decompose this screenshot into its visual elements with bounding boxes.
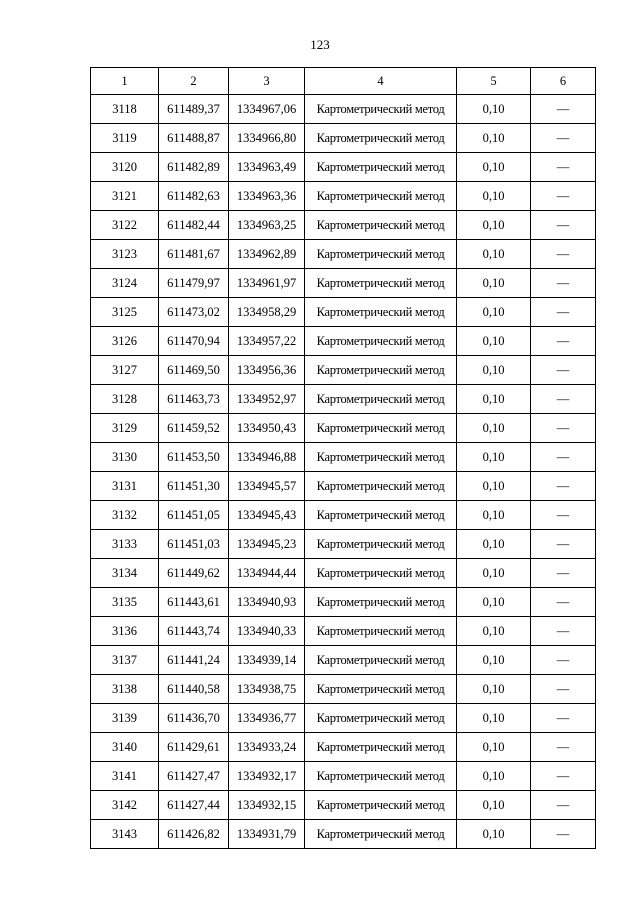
x-coordinate-cell: 611436,70 <box>159 704 229 733</box>
x-coordinate-cell: 611451,05 <box>159 501 229 530</box>
note-cell: — <box>531 124 596 153</box>
method-cell: Картометрический метод <box>305 762 457 791</box>
table-row <box>91 327 596 356</box>
x-coordinate-cell: 611488,87 <box>159 124 229 153</box>
column-header-6: 6 <box>531 68 596 95</box>
y-coordinate-cell: 1334936,77 <box>229 704 305 733</box>
point-number-cell: 3120 <box>91 153 159 182</box>
method-cell: Картометрический метод <box>305 327 457 356</box>
x-coordinate-cell: 611427,47 <box>159 762 229 791</box>
column-header-2: 2 <box>159 68 229 95</box>
table-row <box>91 820 596 849</box>
accuracy-cell: 0,10 <box>457 327 531 356</box>
point-number-cell: 3143 <box>91 820 159 849</box>
accuracy-cell: 0,10 <box>457 472 531 501</box>
table-row <box>91 240 596 269</box>
note-cell: — <box>531 791 596 820</box>
x-coordinate-cell: 611489,37 <box>159 95 229 124</box>
accuracy-cell: 0,10 <box>457 646 531 675</box>
table-row <box>91 704 596 733</box>
note-cell: — <box>531 182 596 211</box>
accuracy-cell: 0,10 <box>457 791 531 820</box>
table-row <box>91 675 596 704</box>
accuracy-cell: 0,10 <box>457 617 531 646</box>
note-cell: — <box>531 472 596 501</box>
method-cell: Картометрический метод <box>305 530 457 559</box>
accuracy-cell: 0,10 <box>457 124 531 153</box>
point-number-cell: 3141 <box>91 762 159 791</box>
table-row <box>91 791 596 820</box>
x-coordinate-cell: 611479,97 <box>159 269 229 298</box>
point-number-cell: 3133 <box>91 530 159 559</box>
x-coordinate-cell: 611482,63 <box>159 182 229 211</box>
note-cell: — <box>531 530 596 559</box>
note-cell: — <box>531 704 596 733</box>
x-coordinate-cell: 611441,24 <box>159 646 229 675</box>
note-cell: — <box>531 501 596 530</box>
table-row <box>91 443 596 472</box>
y-coordinate-cell: 1334945,43 <box>229 501 305 530</box>
x-coordinate-cell: 611451,03 <box>159 530 229 559</box>
point-number-cell: 3123 <box>91 240 159 269</box>
note-cell: — <box>531 298 596 327</box>
x-coordinate-cell: 611427,44 <box>159 791 229 820</box>
accuracy-cell: 0,10 <box>457 704 531 733</box>
table-row <box>91 530 596 559</box>
method-cell: Картометрический метод <box>305 182 457 211</box>
point-number-cell: 3137 <box>91 646 159 675</box>
note-cell: — <box>531 617 596 646</box>
y-coordinate-cell: 1334957,22 <box>229 327 305 356</box>
accuracy-cell: 0,10 <box>457 733 531 762</box>
y-coordinate-cell: 1334946,88 <box>229 443 305 472</box>
note-cell: — <box>531 646 596 675</box>
method-cell: Картометрический метод <box>305 675 457 704</box>
note-cell: — <box>531 733 596 762</box>
point-number-cell: 3139 <box>91 704 159 733</box>
accuracy-cell: 0,10 <box>457 356 531 385</box>
y-coordinate-cell: 1334967,06 <box>229 95 305 124</box>
x-coordinate-cell: 611470,94 <box>159 327 229 356</box>
point-number-cell: 3135 <box>91 588 159 617</box>
note-cell: — <box>531 762 596 791</box>
table-row <box>91 211 596 240</box>
accuracy-cell: 0,10 <box>457 675 531 704</box>
y-coordinate-cell: 1334956,36 <box>229 356 305 385</box>
column-header-4: 4 <box>305 68 457 95</box>
y-coordinate-cell: 1334940,93 <box>229 588 305 617</box>
y-coordinate-cell: 1334966,80 <box>229 124 305 153</box>
method-cell: Картометрический метод <box>305 704 457 733</box>
note-cell: — <box>531 588 596 617</box>
x-coordinate-cell: 611449,62 <box>159 559 229 588</box>
accuracy-cell: 0,10 <box>457 182 531 211</box>
method-cell: Картометрический метод <box>305 588 457 617</box>
point-number-cell: 3129 <box>91 414 159 443</box>
y-coordinate-cell: 1334958,29 <box>229 298 305 327</box>
y-coordinate-cell: 1334932,17 <box>229 762 305 791</box>
y-coordinate-cell: 1334945,23 <box>229 530 305 559</box>
note-cell: — <box>531 820 596 849</box>
table-row <box>91 95 596 124</box>
accuracy-cell: 0,10 <box>457 530 531 559</box>
y-coordinate-cell: 1334938,75 <box>229 675 305 704</box>
accuracy-cell: 0,10 <box>457 153 531 182</box>
method-cell: Картометрический метод <box>305 269 457 298</box>
point-number-cell: 3136 <box>91 617 159 646</box>
y-coordinate-cell: 1334961,97 <box>229 269 305 298</box>
y-coordinate-cell: 1334963,25 <box>229 211 305 240</box>
point-number-cell: 3142 <box>91 791 159 820</box>
method-cell: Картометрический метод <box>305 298 457 327</box>
table-row <box>91 298 596 327</box>
y-coordinate-cell: 1334931,79 <box>229 820 305 849</box>
point-number-cell: 3138 <box>91 675 159 704</box>
point-number-cell: 3131 <box>91 472 159 501</box>
note-cell: — <box>531 414 596 443</box>
y-coordinate-cell: 1334963,49 <box>229 153 305 182</box>
x-coordinate-cell: 611453,50 <box>159 443 229 472</box>
method-cell: Картометрический метод <box>305 153 457 182</box>
note-cell: — <box>531 269 596 298</box>
header-row <box>91 68 596 95</box>
accuracy-cell: 0,10 <box>457 269 531 298</box>
table-row <box>91 501 596 530</box>
point-number-cell: 3140 <box>91 733 159 762</box>
table-row <box>91 269 596 298</box>
method-cell: Картометрический метод <box>305 443 457 472</box>
y-coordinate-cell: 1334945,57 <box>229 472 305 501</box>
point-number-cell: 3121 <box>91 182 159 211</box>
method-cell: Картометрический метод <box>305 472 457 501</box>
method-cell: Картометрический метод <box>305 414 457 443</box>
method-cell: Картометрический метод <box>305 240 457 269</box>
accuracy-cell: 0,10 <box>457 414 531 443</box>
accuracy-cell: 0,10 <box>457 95 531 124</box>
table-row <box>91 153 596 182</box>
x-coordinate-cell: 611443,74 <box>159 617 229 646</box>
column-header-3: 3 <box>229 68 305 95</box>
point-number-cell: 3127 <box>91 356 159 385</box>
method-cell: Картометрический метод <box>305 617 457 646</box>
x-coordinate-cell: 611440,58 <box>159 675 229 704</box>
method-cell: Картометрический метод <box>305 559 457 588</box>
method-cell: Картометрический метод <box>305 211 457 240</box>
note-cell: — <box>531 443 596 472</box>
table-row <box>91 124 596 153</box>
column-header-5: 5 <box>457 68 531 95</box>
point-number-cell: 3134 <box>91 559 159 588</box>
accuracy-cell: 0,10 <box>457 559 531 588</box>
point-number-cell: 3130 <box>91 443 159 472</box>
method-cell: Картометрический метод <box>305 733 457 762</box>
x-coordinate-cell: 611451,30 <box>159 472 229 501</box>
y-coordinate-cell: 1334962,89 <box>229 240 305 269</box>
x-coordinate-cell: 611469,50 <box>159 356 229 385</box>
table-row <box>91 733 596 762</box>
y-coordinate-cell: 1334933,24 <box>229 733 305 762</box>
table-row <box>91 414 596 443</box>
note-cell: — <box>531 385 596 414</box>
method-cell: Картометрический метод <box>305 646 457 675</box>
accuracy-cell: 0,10 <box>457 240 531 269</box>
y-coordinate-cell: 1334939,14 <box>229 646 305 675</box>
point-number-cell: 3126 <box>91 327 159 356</box>
accuracy-cell: 0,10 <box>457 588 531 617</box>
y-coordinate-cell: 1334952,97 <box>229 385 305 414</box>
table-row <box>91 385 596 414</box>
page-number: 123 <box>310 37 330 52</box>
note-cell: — <box>531 327 596 356</box>
table-row <box>91 762 596 791</box>
y-coordinate-cell: 1334932,15 <box>229 791 305 820</box>
point-number-cell: 3132 <box>91 501 159 530</box>
accuracy-cell: 0,10 <box>457 820 531 849</box>
x-coordinate-cell: 611473,02 <box>159 298 229 327</box>
column-header-1: 1 <box>91 68 159 95</box>
x-coordinate-cell: 611426,82 <box>159 820 229 849</box>
note-cell: — <box>531 211 596 240</box>
method-cell: Картометрический метод <box>305 356 457 385</box>
note-cell: — <box>531 559 596 588</box>
y-coordinate-cell: 1334944,44 <box>229 559 305 588</box>
point-number-cell: 3119 <box>91 124 159 153</box>
table-row <box>91 588 596 617</box>
table-header <box>91 68 596 95</box>
point-number-cell: 3118 <box>91 95 159 124</box>
note-cell: — <box>531 240 596 269</box>
accuracy-cell: 0,10 <box>457 762 531 791</box>
method-cell: Картометрический метод <box>305 820 457 849</box>
accuracy-cell: 0,10 <box>457 385 531 414</box>
x-coordinate-cell: 611482,44 <box>159 211 229 240</box>
y-coordinate-cell: 1334950,43 <box>229 414 305 443</box>
table-row <box>91 559 596 588</box>
method-cell: Картометрический метод <box>305 95 457 124</box>
accuracy-cell: 0,10 <box>457 443 531 472</box>
point-number-cell: 3128 <box>91 385 159 414</box>
method-cell: Картометрический метод <box>305 791 457 820</box>
x-coordinate-cell: 611463,73 <box>159 385 229 414</box>
y-coordinate-cell: 1334940,33 <box>229 617 305 646</box>
y-coordinate-cell: 1334963,36 <box>229 182 305 211</box>
x-coordinate-cell: 611481,67 <box>159 240 229 269</box>
coordinates-table <box>90 67 596 849</box>
accuracy-cell: 0,10 <box>457 501 531 530</box>
method-cell: Картометрический метод <box>305 501 457 530</box>
x-coordinate-cell: 611429,61 <box>159 733 229 762</box>
table-row <box>91 182 596 211</box>
note-cell: — <box>531 675 596 704</box>
note-cell: — <box>531 356 596 385</box>
table-body <box>91 95 596 849</box>
point-number-cell: 3122 <box>91 211 159 240</box>
point-number-cell: 3124 <box>91 269 159 298</box>
table-row <box>91 617 596 646</box>
accuracy-cell: 0,10 <box>457 211 531 240</box>
point-number-cell: 3125 <box>91 298 159 327</box>
x-coordinate-cell: 611459,52 <box>159 414 229 443</box>
x-coordinate-cell: 611482,89 <box>159 153 229 182</box>
accuracy-cell: 0,10 <box>457 298 531 327</box>
note-cell: — <box>531 95 596 124</box>
method-cell: Картометрический метод <box>305 124 457 153</box>
note-cell: — <box>531 153 596 182</box>
table-row <box>91 646 596 675</box>
table-row <box>91 356 596 385</box>
table-row <box>91 472 596 501</box>
x-coordinate-cell: 611443,61 <box>159 588 229 617</box>
method-cell: Картометрический метод <box>305 385 457 414</box>
